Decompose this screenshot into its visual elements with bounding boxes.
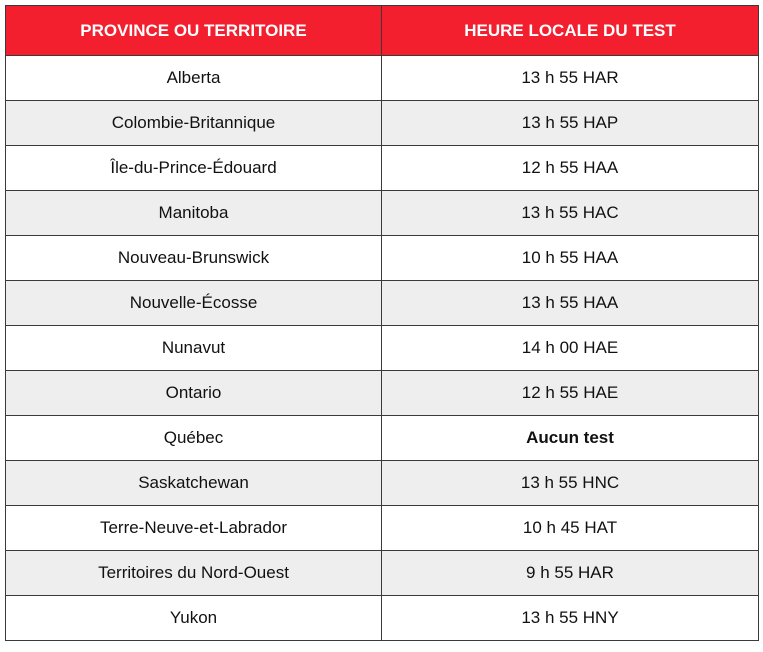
column-header-local-time: HEURE LOCALE DU TEST [382, 6, 759, 56]
test-schedule-table-wrapper [5, 5, 759, 641]
local-time-cell: 10 h 45 HAT [382, 506, 759, 551]
table-row [6, 596, 759, 641]
province-cell: Yukon [6, 596, 382, 641]
column-header-province: PROVINCE OU TERRITOIRE [6, 6, 382, 56]
table-row [6, 191, 759, 236]
local-time-cell: 13 h 55 HNC [382, 461, 759, 506]
no-test-cell: Aucun test [382, 416, 759, 461]
test-schedule-table [5, 5, 759, 641]
header-row [6, 6, 759, 56]
table-row [6, 101, 759, 146]
province-cell: Nunavut [6, 326, 382, 371]
province-cell: Terre-Neuve-et-Labrador [6, 506, 382, 551]
table-row [6, 461, 759, 506]
province-cell: Manitoba [6, 191, 382, 236]
local-time-cell: 13 h 55 HAR [382, 56, 759, 101]
local-time-cell: 10 h 55 HAA [382, 236, 759, 281]
table-body [6, 56, 759, 641]
province-cell: Colombie-Britannique [6, 101, 382, 146]
province-cell: Alberta [6, 56, 382, 101]
province-cell: Île-du-Prince-Édouard [6, 146, 382, 191]
table-row [6, 146, 759, 191]
province-cell: Territoires du Nord-Ouest [6, 551, 382, 596]
table-row [6, 551, 759, 596]
table-row [6, 326, 759, 371]
table-row [6, 236, 759, 281]
table-row [6, 281, 759, 326]
local-time-cell: 9 h 55 HAR [382, 551, 759, 596]
local-time-cell: 12 h 55 HAE [382, 371, 759, 416]
province-cell: Saskatchewan [6, 461, 382, 506]
local-time-cell: 13 h 55 HAC [382, 191, 759, 236]
table-row [6, 371, 759, 416]
local-time-cell: 12 h 55 HAA [382, 146, 759, 191]
table-row [6, 56, 759, 101]
local-time-cell: 13 h 55 HAP [382, 101, 759, 146]
table-header [6, 6, 759, 56]
province-cell: Ontario [6, 371, 382, 416]
table-row [6, 416, 759, 461]
local-time-cell: 14 h 00 HAE [382, 326, 759, 371]
table-row [6, 506, 759, 551]
local-time-cell: 13 h 55 HAA [382, 281, 759, 326]
province-cell: Nouvelle-Écosse [6, 281, 382, 326]
province-cell: Québec [6, 416, 382, 461]
local-time-cell: 13 h 55 HNY [382, 596, 759, 641]
province-cell: Nouveau-Brunswick [6, 236, 382, 281]
